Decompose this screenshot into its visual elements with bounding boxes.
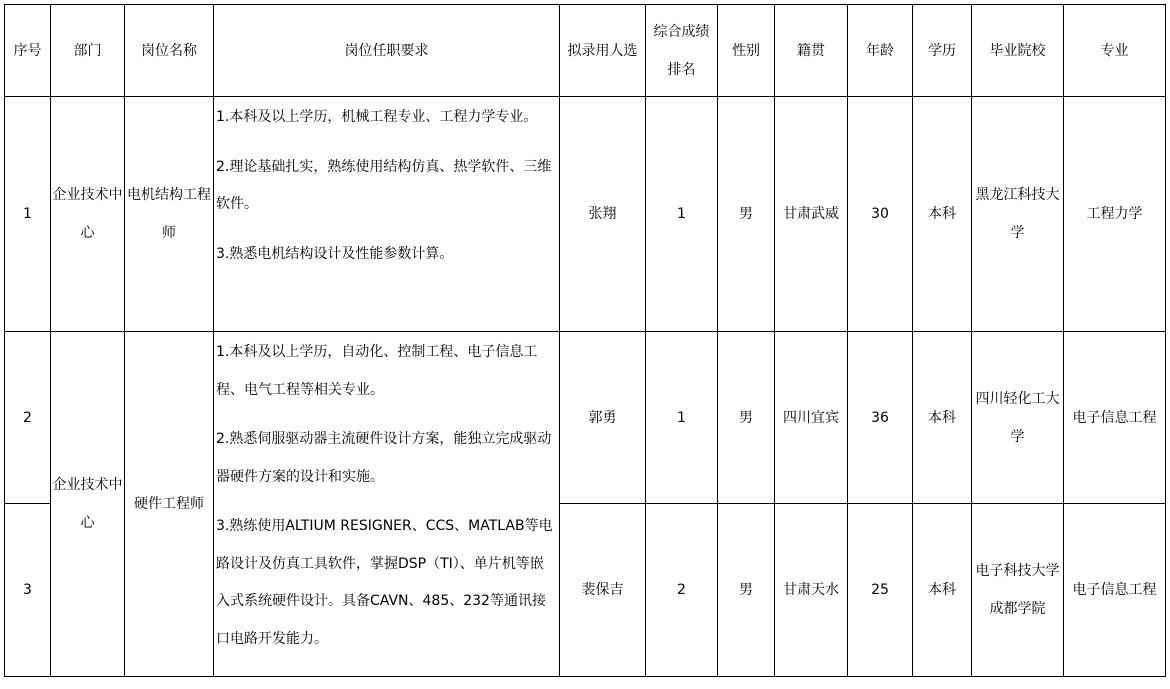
header-rank (646, 5, 718, 97)
cell-rank: 1 (646, 97, 718, 332)
cell-dept-shared: 企业技术中心 (51, 332, 125, 677)
cell-origin: 四川宜宾 (775, 332, 848, 504)
header-origin: 籍贯 (775, 5, 848, 97)
requirement-item: 2.熟悉伺服驱动器主流硬件设计方案，能独立完成驱动器硬件方案的设计和实施。 (216, 431, 552, 485)
table-row (5, 332, 1166, 504)
table-row (5, 97, 1166, 332)
cell-seq: 3 (5, 504, 51, 677)
requirement-item: 1.本科及以上学历，自动化、控制工程、电子信息工程、电气工程等相关专业。 (216, 344, 538, 398)
requirement-item: 2.理论基础扎实，熟练使用结构仿真、热学软件、三维软件。 (216, 158, 552, 212)
header-candidate: 拟录用人选 (560, 5, 646, 97)
cell-age: 36 (848, 332, 913, 504)
cell-origin: 甘肃天水 (775, 504, 848, 677)
cell-rank: 2 (646, 504, 718, 677)
cell-major: 电子信息工程 (1064, 332, 1166, 504)
cell-major: 电子信息工程 (1064, 504, 1166, 677)
cell-position-shared: 硬件工程师 (125, 332, 214, 677)
header-age: 年龄 (848, 5, 913, 97)
header-major: 专业 (1064, 5, 1166, 97)
cell-candidate: 郭勇 (560, 332, 646, 504)
header-school: 毕业院校 (972, 5, 1064, 97)
header-rank-line2: 排名 (667, 61, 696, 78)
cell-requirements-shared (214, 332, 560, 677)
header-requirements: 岗位任职要求 (214, 5, 560, 97)
header-position: 岗位名称 (125, 5, 214, 97)
cell-school: 四川轻化工大学 (972, 332, 1064, 504)
cell-dept: 企业技术中心 (51, 97, 125, 332)
header-rank-line1: 综合成绩 (653, 23, 710, 40)
cell-position: 电机结构工程师 (125, 97, 214, 332)
cell-school: 电子科技大学成都学院 (972, 504, 1064, 677)
cell-age: 25 (848, 504, 913, 677)
header-education: 学历 (913, 5, 972, 97)
cell-origin: 甘肃武威 (775, 97, 848, 332)
requirement-item: 3.熟练使用ALTIUM RESIGNER、CCS、MATLAB等电路设计及仿真工具软件，掌握DSP（TI）、单片机等嵌入式系统硬件设计。具备CAVN、485、232等通讯接口电路开发能力。 (216, 518, 553, 647)
cell-candidate: 张翔 (560, 97, 646, 332)
header-gender: 性别 (718, 5, 775, 97)
cell-education: 本科 (913, 504, 972, 677)
cell-gender: 男 (718, 504, 775, 677)
requirement-item: 3.熟悉电机结构设计及性能参数计算。 (216, 245, 454, 262)
requirement-item: 1.本科及以上学历，机械工程专业、工程力学专业。 (216, 109, 538, 125)
header-seq: 序号 (5, 5, 51, 97)
header-row (5, 5, 1166, 97)
header-dept: 部门 (51, 5, 125, 97)
cell-rank: 1 (646, 332, 718, 504)
cell-seq: 2 (5, 332, 51, 504)
cell-candidate: 裴保吉 (560, 504, 646, 677)
cell-gender: 男 (718, 97, 775, 332)
cell-major: 工程力学 (1064, 97, 1166, 332)
cell-education: 本科 (913, 332, 972, 504)
cell-school: 黑龙江科技大学 (972, 97, 1064, 332)
cell-gender: 男 (718, 332, 775, 504)
cell-seq: 1 (5, 97, 51, 332)
cell-education: 本科 (913, 97, 972, 332)
cell-age: 30 (848, 97, 913, 332)
recruitment-table (4, 4, 1166, 677)
cell-requirements (214, 97, 560, 332)
